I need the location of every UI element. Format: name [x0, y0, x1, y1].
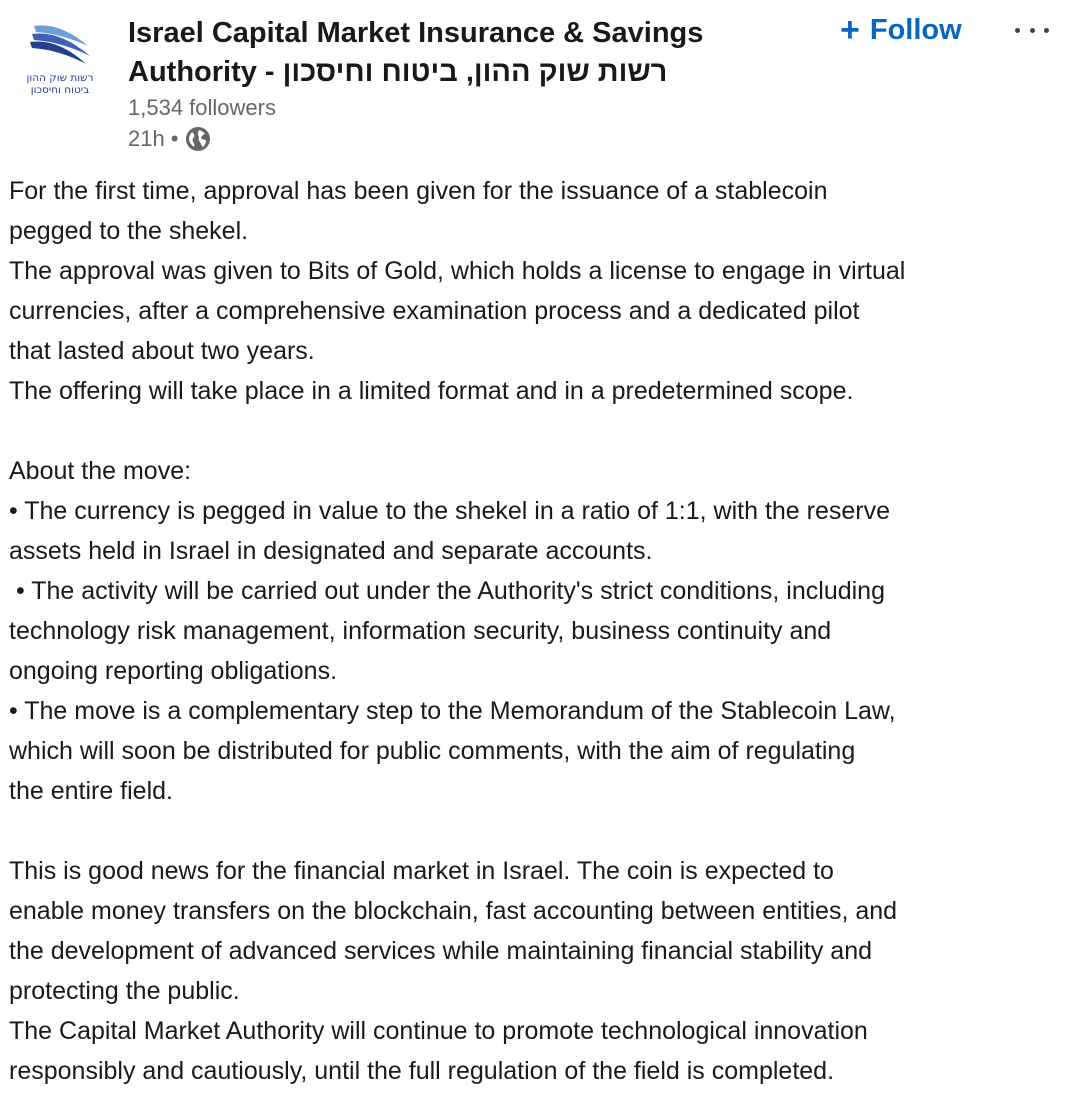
post-line: responsibly and cautiously, until the full regulation of the field is completed.: [9, 1057, 835, 1085]
meta-separator: •: [170, 126, 179, 151]
post-line: The approval was given to Bits of Gold, which holds a license to engage in virtual: [9, 257, 906, 285]
post-line: About the move:: [9, 457, 192, 485]
post-line: which will soon be distributed for public comments, with the aim of regulating: [9, 737, 856, 765]
post-line: the entire field.: [9, 777, 173, 805]
author-name-prefix: Authority -: [128, 56, 283, 88]
post-line: assets held in Israel in designated and separate accounts.: [9, 537, 653, 565]
post-line: enable money transfers on the blockchain, fast accounting between entities, and: [9, 897, 898, 925]
post-line: For the first time, approval has been given for the issuance of a stablecoin: [9, 177, 828, 205]
follower-count: 1,534 followers: [128, 95, 276, 120]
post-line: The offering will take place in a limited format and in a predetermined scope.: [9, 377, 854, 405]
post-line: [9, 811, 1061, 851]
follow-label: Follow: [869, 13, 962, 46]
author-name-line-1: Israel Capital Market Insurance & Savings: [128, 17, 704, 49]
globe-icon: [184, 125, 212, 153]
more-options-button[interactable]: [1008, 12, 1056, 48]
post-line: currencies, after a comprehensive examination process and a dedicated pilot: [9, 297, 860, 325]
post-line: pegged to the shekel.: [9, 217, 249, 245]
author-name-line-2: [128, 53, 778, 92]
post-body: [9, 171, 1061, 1091]
follow-button[interactable]: [834, 8, 968, 52]
post-timestamp: 21h: [128, 126, 165, 151]
post-line: the development of advanced services while maintaining financial stability and: [9, 937, 873, 965]
author-name-link[interactable]: [128, 14, 778, 92]
company-logo-avatar[interactable]: [12, 14, 108, 110]
post-line: ongoing reporting obligations.: [9, 657, 338, 685]
post-line: The Capital Market Authority will continue to promote technological innovation: [9, 1017, 868, 1045]
post-line: • The activity will be carried out under the Authority's strict conditions, including: [9, 577, 885, 605]
post-line: This is good news for the financial market in Israel. The coin is expected to: [9, 857, 834, 885]
post-line: • The move is a complementary step to the Memorandum of the Stablecoin Law,: [9, 697, 896, 725]
post-line: [9, 411, 1061, 451]
author-name-hebrew: רשות שוק ההון, ביטוח וחיסכון: [282, 56, 668, 88]
post-line: that lasted about two years.: [9, 337, 315, 365]
logo-text-line-1: רשות שוק ההון: [26, 72, 94, 84]
logo-text-line-2: ביטוח וחיסכון: [30, 84, 90, 96]
post-line: technology risk management, information security, business continuity and: [9, 617, 832, 645]
post-line: • The currency is pegged in value to the shekel in a ratio of 1:1, with the reserve: [9, 497, 891, 525]
post-line: protecting the public.: [9, 977, 240, 1005]
post-meta: [128, 124, 212, 154]
more-icon: [1015, 28, 1049, 33]
authority-logo-icon: [12, 14, 108, 70]
plus-icon: +: [840, 11, 860, 49]
